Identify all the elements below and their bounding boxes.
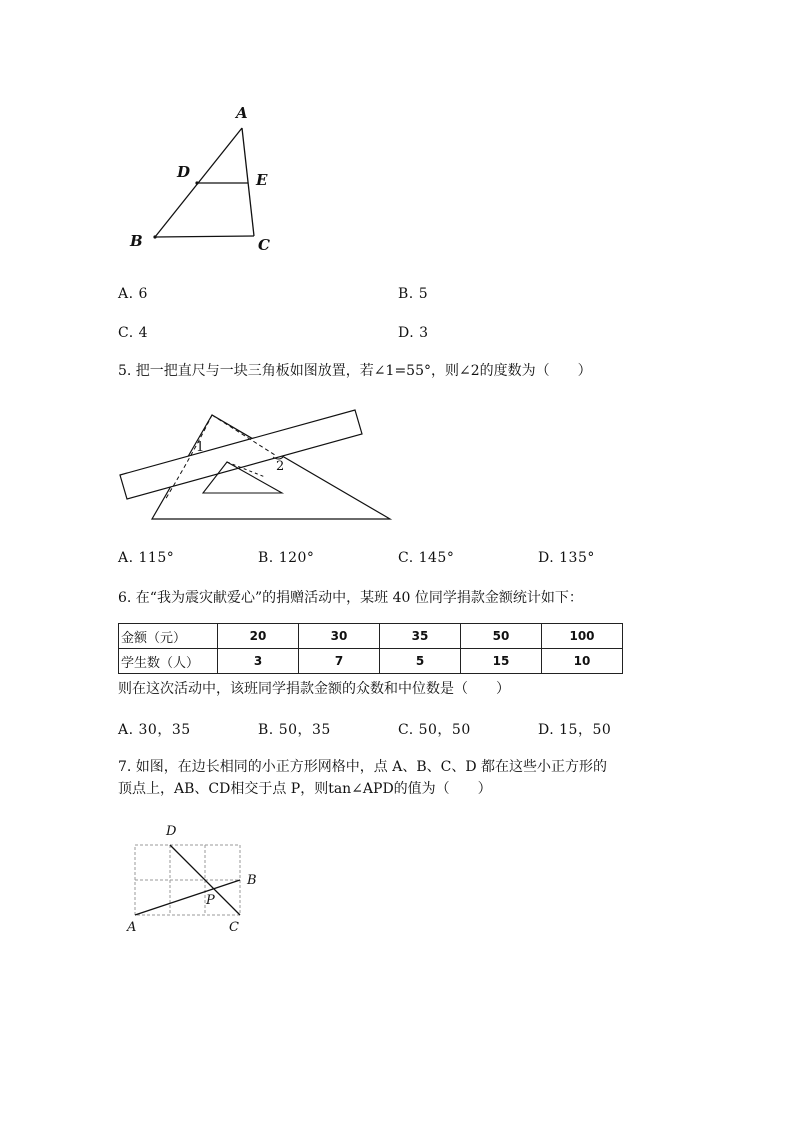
grid-figure — [130, 840, 250, 920]
point-B — [153, 235, 156, 238]
q4-option-c[interactable]: C. 4 — [118, 325, 149, 341]
q7-question-line1: 7. 如图，在边长相同的小正方形网格中，点 A、B、C、D 都在这些小正方形的 — [118, 759, 608, 775]
table-row — [119, 624, 623, 649]
amount-cell: 35 — [380, 624, 461, 649]
q4-option-b[interactable]: B. 5 — [398, 286, 429, 302]
angle2-label: 2 — [276, 459, 285, 474]
count-cell: 3 — [218, 649, 299, 674]
q6-option-c[interactable]: C. 50，50 — [398, 722, 471, 738]
q5-option-d[interactable]: D. 135° — [538, 550, 595, 566]
amount-cell: 30 — [299, 624, 380, 649]
label-D: D — [177, 163, 191, 181]
q6-followup: 则在这次活动中，该班同学捐款金额的众数和中位数是（ ） — [118, 681, 510, 697]
grid-label-A: A — [127, 920, 137, 935]
q7-question-line2: 顶点上，AB、CD相交于点 P，则tan∠APD的值为（ ） — [118, 781, 492, 797]
count-cell: 10 — [542, 649, 623, 674]
point-D — [195, 181, 198, 184]
segment-AB-grid — [135, 880, 240, 915]
grid-label-P: P — [206, 893, 215, 908]
label-C: C — [258, 236, 270, 254]
grid-label-D: D — [166, 824, 177, 839]
header-amount: 金额（元） — [119, 624, 218, 649]
q6-option-d[interactable]: D. 15，50 — [538, 722, 612, 738]
grid-label-B: B — [247, 873, 257, 888]
grid-label-C: C — [229, 920, 239, 935]
ruler-triangle-figure — [115, 405, 400, 525]
q5-question: 5. 把一把直尺与一块三角板如图放置，若∠1=55°，则∠2的度数为（ ） — [118, 363, 592, 379]
q4-option-a[interactable]: A. 6 — [118, 286, 148, 302]
amount-cell: 20 — [218, 624, 299, 649]
q6-option-b[interactable]: B. 50，35 — [258, 722, 331, 738]
q6-question: 6. 在“我为震灾献爱心”的捐赠活动中，某班 40 位同学捐款金额统计如下： — [118, 590, 583, 606]
q5-option-c[interactable]: C. 145° — [398, 550, 455, 566]
ruler — [120, 410, 362, 499]
count-cell: 7 — [299, 649, 380, 674]
amount-cell: 100 — [542, 624, 623, 649]
label-B: B — [130, 232, 143, 250]
count-cell: 5 — [380, 649, 461, 674]
amount-cell: 50 — [461, 624, 542, 649]
label-A: A — [236, 104, 248, 122]
table-row — [119, 649, 623, 674]
q4-option-d[interactable]: D. 3 — [398, 325, 429, 341]
donation-table — [118, 623, 623, 674]
grid-lines — [135, 845, 240, 915]
count-cell: 15 — [461, 649, 542, 674]
header-count: 学生数（人） — [119, 649, 218, 674]
q6-option-a[interactable]: A. 30，35 — [118, 722, 191, 738]
q5-option-b[interactable]: B. 120° — [258, 550, 315, 566]
segment-BC — [155, 236, 254, 237]
angle1-label: 1 — [196, 440, 205, 455]
q5-option-a[interactable]: A. 115° — [118, 550, 175, 566]
segment-AC — [242, 128, 254, 236]
label-E: E — [256, 171, 268, 189]
